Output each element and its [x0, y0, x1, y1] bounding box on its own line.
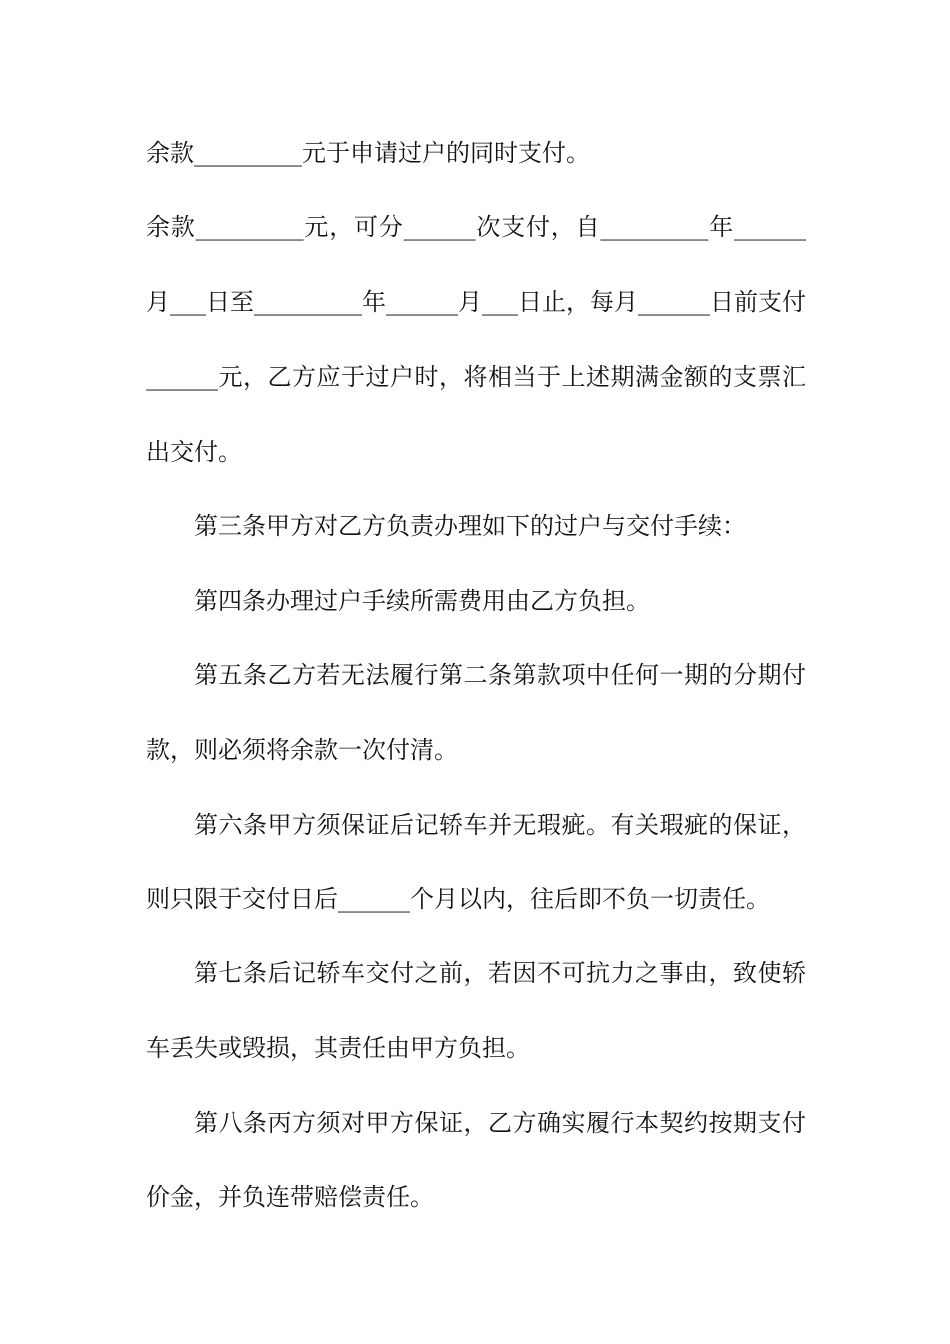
- article-7-continued: 车丢失或毁损，其责任由甲方负担。: [146, 1034, 530, 1062]
- article-6: 第六条甲方须保证后记轿车并无瑕疵。有关瑕疵的保证，: [194, 811, 806, 839]
- article-8: 第八条丙方须对甲方保证，乙方确实履行本契约按期支付: [194, 1109, 806, 1137]
- text-line-cheque: ______元，乙方应于过户时，将相当于上述期满金额的支票汇: [146, 363, 806, 391]
- text-line-installments: 余款_________元，可分______次支付，自_________年______: [146, 213, 806, 241]
- article-3: 第三条甲方对乙方负责办理如下的过户与交付手续：: [194, 512, 746, 540]
- article-5-continued: 款，则必须将余款一次付清。: [146, 736, 458, 764]
- article-7: 第七条后记轿车交付之前，若因不可抗力之事由，致使轿: [194, 959, 806, 987]
- article-8-continued: 价金，并负连带赔偿责任。: [146, 1183, 434, 1211]
- article-4: 第四条办理过户手续所需费用由乙方负担。: [194, 587, 650, 615]
- text-line-installment-dates: 月___日至_________年______月___日止，每月______日前支付: [146, 288, 806, 316]
- article-5: 第五条乙方若无法履行第二条第款项中任何一期的分期付: [194, 661, 806, 689]
- text-line-delivery: 出交付。: [146, 438, 242, 466]
- text-line-balance-on-transfer: 余款_________元于申请过户的同时支付。: [146, 139, 590, 167]
- article-6-continued: 则只限于交付日后______个月以内，往后即不负一切责任。: [146, 885, 770, 913]
